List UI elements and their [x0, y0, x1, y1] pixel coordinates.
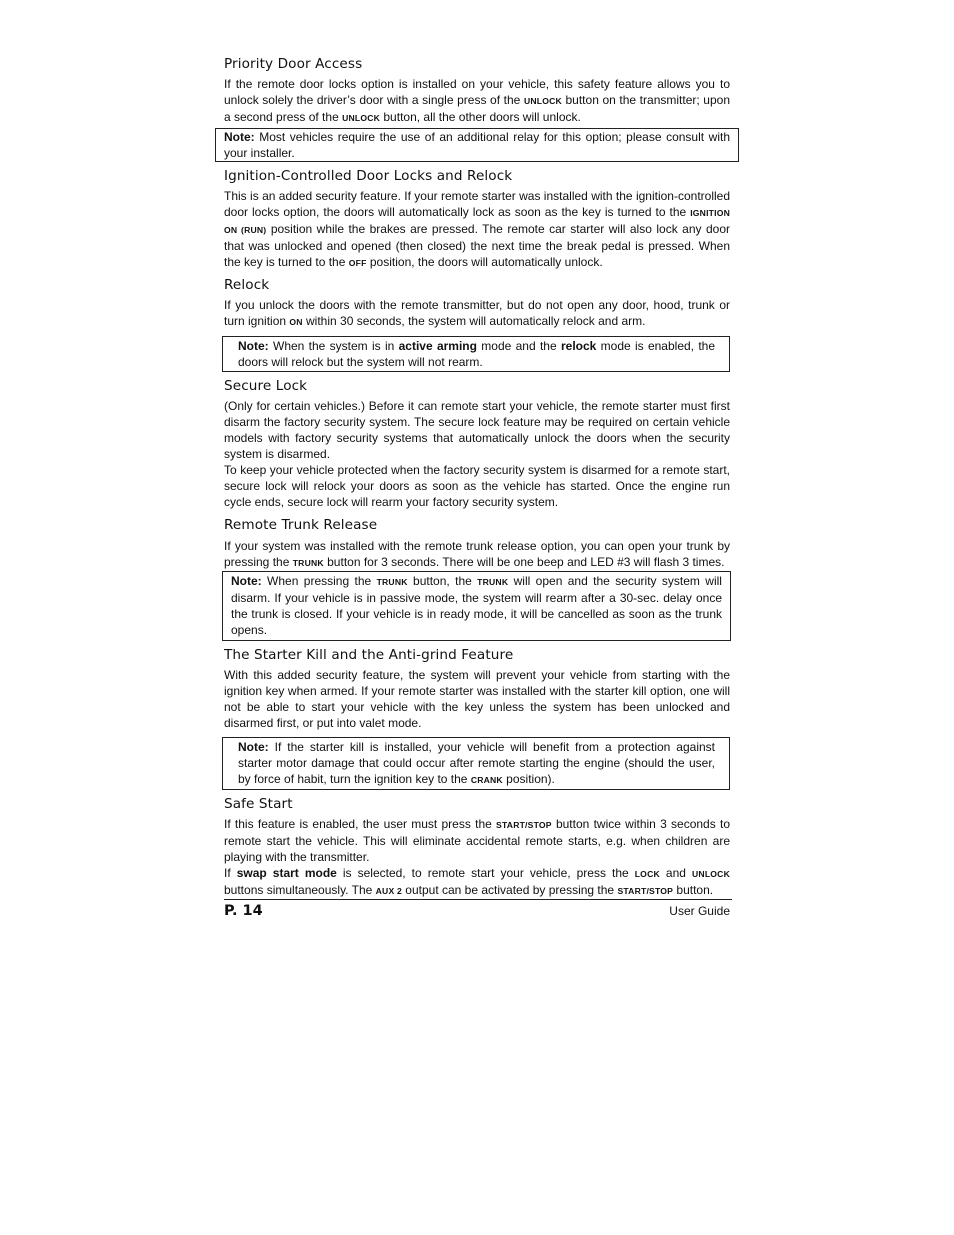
paragraph	[224, 188, 730, 271]
text: is selected, to remote start your vehicle, press the	[336, 866, 635, 880]
keyword: ON	[289, 317, 303, 327]
text: If the remote door locks option is installed on your vehicle, this safety feature allows you to unlock solely the driver’s door with a single press of the	[224, 77, 730, 107]
keyword: UNLOCK	[692, 869, 730, 879]
keyword: TRUNK	[376, 577, 408, 587]
section-title: Ignition-Controlled Door Locks and Relock	[224, 168, 513, 184]
text: button twice within 3 seconds to remote start the vehicle. This will eliminate accidental remote starts, e.g. when children are playing with the transmitter.	[224, 817, 730, 864]
keyword: AUX 2	[375, 886, 402, 896]
section-title: Priority Door Access	[224, 56, 363, 72]
note-label: Note:	[224, 130, 255, 144]
note-bold-term: active arming	[398, 339, 477, 353]
text: button, all the other doors will unlock.	[380, 110, 581, 124]
note-bold-term: relock	[560, 339, 597, 353]
keyword: UNLOCK	[342, 113, 381, 123]
text: output can be activated by pressing the	[401, 883, 618, 897]
paragraph	[224, 816, 730, 865]
section-relock	[224, 277, 730, 372]
section-title: The Starter Kill and the Anti-grind Feature	[224, 647, 514, 663]
text: button.	[673, 883, 714, 897]
section-ignition-controlled	[224, 168, 730, 271]
note-text: Most vehicles require the use of an additional relay for this option; please consult with your installer.	[224, 130, 730, 160]
keyword: OFF	[348, 258, 367, 268]
note-box	[222, 737, 730, 790]
text: If your system was installed with the remote trunk release option, you can open your trunk by pressing the	[224, 539, 730, 569]
text: If this feature is enabled, the user must press the	[224, 817, 497, 831]
note-text: position).	[502, 772, 555, 786]
note-text: When the system is in	[268, 339, 399, 353]
section-remote-trunk-release	[224, 517, 730, 641]
note-box	[222, 571, 731, 641]
text: and	[659, 866, 693, 880]
keyword: TRUNK	[477, 577, 509, 587]
keyword: IGNITION ON (RUN)	[224, 208, 730, 235]
note-text: will open and the security system will disarm. If your vehicle is in passive mode, the system will rearm after a 30-sec. delay once the trunk is closed. If your vehicle is in ready mode, it will be cancelled as soon as the trunk opens.	[231, 574, 722, 637]
note-box	[222, 336, 730, 372]
section-title: Remote Trunk Release	[224, 517, 378, 533]
note-label: Note:	[231, 574, 262, 588]
guide-label: User Guide	[669, 904, 730, 918]
note-text: mode and the	[476, 339, 561, 353]
bold-term: swap start mode	[236, 866, 337, 880]
section-priority-door-access	[224, 56, 730, 162]
text: position, the doors will automatically unlock.	[366, 255, 603, 269]
text: buttons simultaneously. The	[224, 883, 376, 897]
keyword: CRANK	[470, 775, 503, 785]
page-content	[224, 56, 730, 905]
paragraph: To keep your vehicle protected when the factory security system is disarmed for a remote start, secure lock will relock your doors as soon as the vehicle has started. Once the engine run cycle ends, secure lock will rearm your factory security system.	[224, 463, 730, 509]
text: If you unlock the doors with the remote transmitter, but do not open any door, hood, trunk or turn ignition	[224, 298, 730, 328]
keyword: START/STOP	[496, 820, 552, 830]
section-starter-kill	[224, 647, 730, 790]
section-title: Relock	[224, 277, 270, 293]
paragraph	[224, 865, 730, 899]
note-text: When pressing the	[261, 574, 377, 588]
keyword: START/STOP	[617, 886, 674, 896]
paragraph: (Only for certain vehicles.) Before it can remote start your vehicle, the remote starter must first disarm the factory security system. The secure lock feature may be required on certain vehicle models with factory security systems that automatically unlock the doors when the security system is disarmed.	[224, 399, 730, 461]
section-title: Secure Lock	[224, 378, 308, 394]
text: button on the transmitter; upon a second press of the	[224, 93, 730, 124]
note-label: Note:	[238, 339, 269, 353]
section-title: Safe Start	[224, 796, 293, 812]
keyword: LOCK	[634, 869, 660, 879]
note-label: Note:	[238, 740, 269, 754]
text: position while the brakes are pressed. The remote car starter will also lock any door that was unlocked and opened (then closed) the next time the break pedal is pressed. When the key is turned to the	[224, 222, 730, 269]
paragraph	[224, 297, 730, 330]
section-safe-start	[224, 796, 730, 899]
paragraph	[224, 538, 730, 571]
text: This is an added security feature. If your remote starter was installed with the ignition-controlled door locks option, the doors will automatically lock as soon as the key is turned to the	[224, 189, 730, 219]
note-box	[215, 128, 739, 162]
text: button for 3 seconds. There will be one beep and LED #3 will flash 3 times.	[323, 555, 725, 569]
note-text: button, the	[407, 574, 478, 588]
page-footer	[224, 899, 732, 919]
text: within 30 seconds, the system will automatically relock and arm.	[302, 314, 646, 328]
section-secure-lock	[224, 378, 730, 510]
note-text: mode is enabled, the doors will relock but the system will not rearm.	[238, 339, 716, 369]
text: If	[224, 866, 237, 880]
page-number: P. 14	[224, 903, 263, 919]
paragraph	[224, 76, 730, 126]
keyword: TRUNK	[292, 558, 324, 568]
paragraph: With this added security feature, the system will prevent your vehicle from starting with the ignition key when armed. If your remote starter was installed with the starter kill option, one will not be able to start your vehicle with the key unless the system has been unlocked and disarmed first, or put into valet mode.	[224, 668, 730, 730]
note-text: If the starter kill is installed, your vehicle will benefit from a protection against starter motor damage that could occur after remote starting the engine (should the user, by force of habit, turn the ignition key to the	[238, 740, 715, 786]
keyword: UNLOCK	[523, 96, 562, 106]
